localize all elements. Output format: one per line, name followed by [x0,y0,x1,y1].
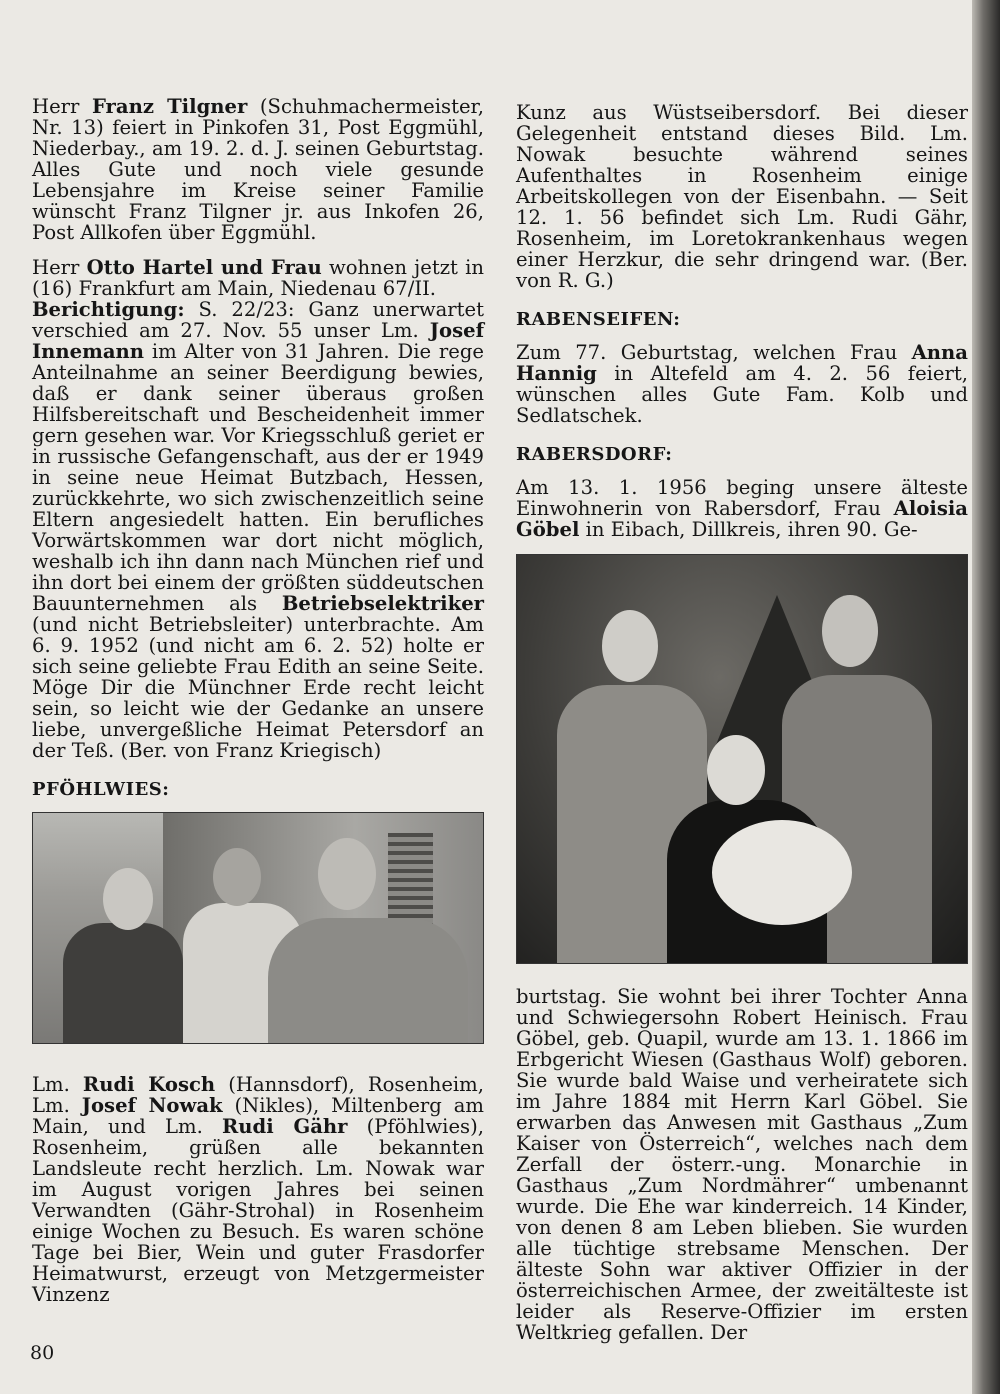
article-hartel [32,257,484,761]
article-continued: Kunz aus Wüstseibersdorf. Bei dieser Gelegenheit entstand dieses Bild. Lm. Nowak besuchte während seines Aufenthaltes in Rosenheim einige Arbeitskollegen von der Eisenbahn. — Seit 12. 1. 56 befindet sich Lm. Rudi Gähr, Rosenheim, im Loretokrankenhaus wegen einer Herzkur, die sehr dringend war. (Ber. von R. G.) [516,101,968,292]
text: Lm. [32,1073,83,1096]
article-tilgner [32,96,484,243]
text: Herr [32,95,92,118]
photo-birthday-family [516,554,968,964]
text: im Alter von 31 Jahren. Die rege Anteilnahme an seiner Beerdigung bewies, daß er dank seiner überaus großen Hilfsbereitschaft und Bescheidenheit immer gern gesehen war. Vor Kriegsschluß geriet er in russische Gefangenschaft, aus der er 1949 in seine neue Heimat Butzbach, Hessen, zurückkehrte, wo sich zwischenzeitlich seine Eltern angesiedelt hatten. Ein berufliches Vorwärtskommen war dort nicht möglich, weshalb ich ihn dann nach München rief und ihn dort bei einem der größten süddeutschen Bauunternehmen als [32,340,484,615]
text: Herr [32,256,87,279]
photo-elderly-woman-head [707,735,765,805]
section-heading-rabenseifen: RABENSEIFEN: [516,309,681,330]
article-goebel-intro [516,477,968,540]
section-heading-rabersdorf: RABERSDORF: [516,444,673,465]
correction-label: Berichtigung: [32,298,185,321]
photo-man-left-body [63,923,183,1043]
text: (Schuhmachermeister, Nr. 13) feiert in Pinkofen 31, Post Eggmühl, Niederbay., am 19. 2. d. J. seinen Geburtstag. Alles Gute und noch viele gesunde Lebensjahre im Kreise seiner Familie wünscht Franz Tilgner jr. aus Inkofen 26, Post Allkofen über Eggmühl. [32,95,484,244]
photo-three-men [32,812,484,1044]
name-bold: Aloisia Göbel [516,497,968,541]
text: in Altefeld am 4. 2. 56 feiert, wünschen alles Gute Fam. Kolb und Sedlatschek. [516,362,968,427]
name-bold: Josef Nowak [81,1094,223,1117]
photo-baby-bundle [712,820,852,925]
section-heading-pfoehlwies: PFÖHLWIES: [32,779,170,800]
name-bold: Rudi Gähr [222,1115,348,1138]
photo-man-left-head [103,868,153,930]
photo-man-middle-head [213,848,261,906]
text: Zum 77. Geburtstag, welchen Frau [516,341,912,364]
name-bold: Rudi Kosch [82,1073,216,1096]
text: (Nikles), Miltenberg am Main, und Lm. [32,1094,484,1138]
text: in Eibach, Dillkreis, ihren 90. Ge- [579,518,918,541]
name-bold: Anna Hannig [516,341,968,385]
right-column [516,102,968,1357]
left-column [32,96,484,1319]
photo-woman-right-head [822,595,878,667]
text: (und nicht Betriebsleiter) unterbrachte. Am 6. 9. 1952 (und nicht am 6. 2. 52) holte er sich seine geliebte Frau Edith an seine Seite. Möge Dir die Münchner Erde recht leicht sein, so leicht wie der Gedanke an unsere liebe, unvergeßliche Heimat Petersdorf an der Teß. (Ber. von Franz Kriegisch) [32,613,484,762]
text: (Hannsdorf), Rosenheim, Lm. [32,1073,484,1117]
photo-man-right-body [268,918,468,1043]
photo-woman-left-head [602,610,658,682]
text: wohnen jetzt in (16) Frankfurt am Main, Niedenau 67/II. [32,256,484,300]
page-number: 80 [30,1342,55,1364]
occupation-bold: Betriebselektriker [281,592,484,615]
photo-man-right-head [318,838,376,910]
article-goebel-continued: burtstag. Sie wohnt bei ihrer Tochter Anna und Schwiegersohn Robert Heinisch. Frau Göbel, geb. Quapil, wurde am 13. 1. 1866 im Erbgericht Wiesen (Gasthaus Wolf) geboren. Sie wurde bald Waise und verheiratete sich im Jahre 1884 mit Herrn Karl Göbel. Sie erwarben das Anwesen mit Gasthaus „Zum Kaiser von Österreich“, welches nach dem Zerfall der österr.-ung. Monarchie in Gasthaus „Zum Nordmährer“ umbenannt wurde. Die Ehe war kinderreich. 14 Kinder, von denen 8 am Leben blieben. Sie wurden alle tüchtige strebsame Menschen. Der älteste Sohn war aktiver Offizier in der österreichischen Armee, der zweitälteste ist leider als Reserve-Offizier im ersten Weltkrieg gefallen. Der [516,985,968,1344]
name-bold: Josef Innemann [32,319,484,363]
name-bold: Otto Hartel und Frau [86,256,322,279]
name-bold: Franz Tilgner [91,95,248,118]
text: Am 13. 1. 1956 beging unsere älteste Einwohnerin von Rabersdorf, Frau [516,476,968,520]
text: (Pföhlwies), Rosenheim, grüßen alle bekannten Landsleute recht herzlich. Lm. Nowak war im August vorigen Jahres bei seinen Verwandten (Gähr-Strohal) in Rosenheim einige Wochen zu Besuch. Es waren schöne Tage bei Bier, Wein und guter Frasdorfer Heimatwurst, erzeugt von Metzgermeister Vinzenz [32,1115,484,1306]
article-hannig [516,342,968,426]
text: S. 22/23: Ganz unerwartet verschied am 27. Nov. 55 unser Lm. [32,298,484,342]
book-spine-shadow [972,0,1000,1394]
article-pfoehlwies [32,1074,484,1305]
